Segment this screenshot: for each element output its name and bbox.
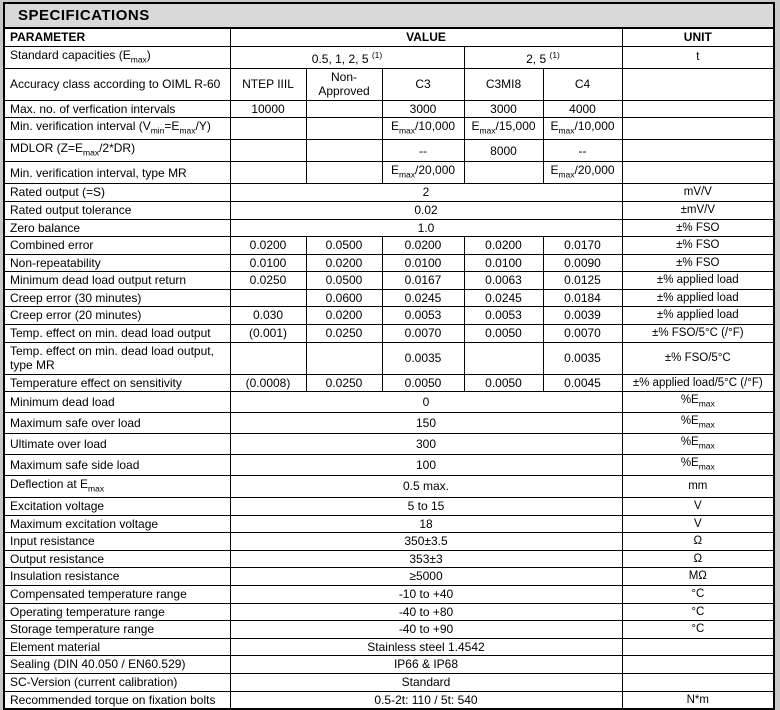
table-row (4, 184, 774, 202)
value-cell: 2 (230, 184, 622, 202)
table-row (4, 342, 774, 374)
table-row (4, 673, 774, 691)
value-cell: -40 to +80 (230, 603, 622, 621)
unit-cell: N*m (622, 691, 774, 709)
parameter-cell: SC-Version (current calibration) (4, 673, 230, 691)
unit-cell: ±% FSO/5°C (/°F) (622, 325, 774, 343)
table-row (4, 550, 774, 568)
value-cell: 0.5, 1, 2, 5 $^{(1)}$ (230, 46, 464, 68)
value-cell: 0.0184 (543, 289, 622, 307)
table-row (4, 413, 774, 434)
table-row (4, 497, 774, 515)
parameter-cell: Rated output tolerance (4, 201, 230, 219)
parameter-cell: Standard capacities $(E_{max})$ (4, 46, 230, 68)
parameter-cell: MDLOR $(Z=E_{max}/2*DR)$ (4, 140, 230, 162)
parameter-cell: Element material (4, 638, 230, 656)
parameter-cell: Input resistance (4, 533, 230, 551)
unit-cell: $\%E_{max}$ (622, 392, 774, 413)
unit-cell: ±mV/V (622, 201, 774, 219)
value-cell: 0.5-2t: 110 / 5t: 540 (230, 691, 622, 709)
value-cell: 353±3 (230, 550, 622, 568)
value-cell: 300 (230, 434, 622, 455)
value-cell: (0.0008) (230, 374, 306, 392)
value-cell (306, 342, 382, 374)
value-cell (464, 342, 543, 374)
value-cell: 2, 5 $^{(1)}$ (464, 46, 622, 68)
value-cell: 0.0070 (543, 325, 622, 343)
value-cell: 0.0245 (382, 289, 464, 307)
unit-cell: Ω (622, 550, 774, 568)
value-cell: $E_{max}/20,000$ (543, 162, 622, 184)
parameter-cell: Output resistance (4, 550, 230, 568)
parameter-cell: Max. no. of verfication intervals (4, 100, 230, 118)
value-cell (230, 162, 306, 184)
value-cell: 0.0100 (230, 254, 306, 272)
unit-cell (622, 162, 774, 184)
value-cell: 0.0035 (382, 342, 464, 374)
unit-cell: °C (622, 603, 774, 621)
parameter-cell: Temp. effect on min. dead load output (4, 325, 230, 343)
value-cell: 0.030 (230, 307, 306, 325)
parameter-cell: Combined error (4, 237, 230, 255)
table-row (4, 140, 774, 162)
value-cell: 0.0039 (543, 307, 622, 325)
value-cell (306, 162, 382, 184)
table-row (4, 272, 774, 290)
table-row (4, 455, 774, 476)
value-cell: 0.0250 (306, 325, 382, 343)
value-cell: 100 (230, 455, 622, 476)
value-cell: 0.0200 (230, 237, 306, 255)
value-cell (230, 140, 306, 162)
parameter-cell: Operating temperature range (4, 603, 230, 621)
table-row (4, 254, 774, 272)
unit-cell: ±% FSO (622, 237, 774, 255)
unit-cell: Ω (622, 533, 774, 551)
table-row (4, 68, 774, 100)
parameter-cell: Min. verification interval $(V_{min}=E_{max}/Y)$ (4, 118, 230, 140)
value-cell: -- (382, 140, 464, 162)
table-row (4, 638, 774, 656)
value-cell (306, 100, 382, 118)
value-cell: 0.0200 (382, 237, 464, 255)
value-cell: 0.0053 (382, 307, 464, 325)
unit-cell (622, 638, 774, 656)
column-header-unit: UNIT (622, 28, 774, 46)
value-cell: C3 (382, 68, 464, 100)
table-row (4, 307, 774, 325)
parameter-cell: Rated output (=S) (4, 184, 230, 202)
value-cell: ≥5000 (230, 568, 622, 586)
value-cell: 0.0250 (306, 374, 382, 392)
parameter-cell: Temperature effect on sensitivity (4, 374, 230, 392)
table-row (4, 603, 774, 621)
value-cell: 0.0035 (543, 342, 622, 374)
value-cell: 150 (230, 413, 622, 434)
parameter-cell: Compensated temperature range (4, 585, 230, 603)
parameter-cell: Creep error (20 minutes) (4, 307, 230, 325)
unit-cell (622, 673, 774, 691)
value-cell: 0.0050 (464, 325, 543, 343)
unit-cell: ±% applied load (622, 289, 774, 307)
value-cell: 4000 (543, 100, 622, 118)
value-cell: 0.0500 (306, 237, 382, 255)
table-row (4, 325, 774, 343)
parameter-cell: Temp. effect on min. dead load output, type MR (4, 342, 230, 374)
unit-cell (622, 656, 774, 674)
unit-cell: V (622, 497, 774, 515)
unit-cell: ±% applied load/5°C (/°F) (622, 374, 774, 392)
value-cell: 0.5 max. (230, 476, 622, 498)
value-cell: 0.0170 (543, 237, 622, 255)
parameter-cell: Non-repeatability (4, 254, 230, 272)
value-cell: (0.001) (230, 325, 306, 343)
table-row (4, 46, 774, 68)
value-cell (230, 289, 306, 307)
header-row (4, 28, 774, 46)
value-cell: 10000 (230, 100, 306, 118)
table-row (4, 515, 774, 533)
unit-cell (622, 68, 774, 100)
unit-cell (622, 118, 774, 140)
parameter-cell: Ultimate over load (4, 434, 230, 455)
table-row (4, 237, 774, 255)
value-cell: C3MI8 (464, 68, 543, 100)
specifications-table (3, 2, 775, 710)
table-row (4, 585, 774, 603)
parameter-cell: Recommended torque on fixation bolts (4, 691, 230, 709)
parameter-cell: Deflection at $E_{max}$ (4, 476, 230, 498)
table-row (4, 476, 774, 498)
table-row (4, 201, 774, 219)
spec-rows (4, 46, 774, 709)
table-row (4, 656, 774, 674)
parameter-cell: Sealing (DIN 40.050 / EN60.529) (4, 656, 230, 674)
value-cell: 3000 (464, 100, 543, 118)
unit-cell: mm (622, 476, 774, 498)
table-row (4, 691, 774, 709)
value-cell (306, 118, 382, 140)
value-cell: 8000 (464, 140, 543, 162)
parameter-cell: Zero balance (4, 219, 230, 237)
value-cell (230, 118, 306, 140)
unit-cell (622, 100, 774, 118)
column-header-parameter: PARAMETER (4, 28, 230, 46)
unit-cell: t (622, 46, 774, 68)
column-header-value: VALUE (230, 28, 622, 46)
table-row (4, 100, 774, 118)
value-cell: Standard (230, 673, 622, 691)
value-cell: 0.0200 (464, 237, 543, 255)
parameter-cell: Maximum excitation voltage (4, 515, 230, 533)
value-cell: 0.02 (230, 201, 622, 219)
unit-cell: $\%E_{max}$ (622, 434, 774, 455)
unit-cell: °C (622, 585, 774, 603)
value-cell: 0.0045 (543, 374, 622, 392)
unit-cell: V (622, 515, 774, 533)
value-cell: 0.0100 (382, 254, 464, 272)
parameter-cell: Minimum dead load output return (4, 272, 230, 290)
value-cell: 18 (230, 515, 622, 533)
parameter-cell: Insulation resistance (4, 568, 230, 586)
table-row (4, 621, 774, 639)
unit-cell: ±% applied load (622, 272, 774, 290)
value-cell (306, 140, 382, 162)
parameter-cell: Accuracy class according to OIML R-60 (4, 68, 230, 100)
value-cell: 0.0053 (464, 307, 543, 325)
parameter-cell: Maximum safe over load (4, 413, 230, 434)
value-cell: $E_{max}/10,000$ (382, 118, 464, 140)
value-cell: 350±3.5 (230, 533, 622, 551)
value-cell: 0 (230, 392, 622, 413)
value-cell: 0.0600 (306, 289, 382, 307)
value-cell: 0.0050 (382, 374, 464, 392)
value-cell: 0.0167 (382, 272, 464, 290)
value-cell: Non-Approved (306, 68, 382, 100)
value-cell (464, 162, 543, 184)
table-row (4, 219, 774, 237)
title-row (4, 3, 774, 28)
value-cell: 0.0090 (543, 254, 622, 272)
value-cell: 3000 (382, 100, 464, 118)
parameter-cell: Excitation voltage (4, 497, 230, 515)
value-cell: 5 to 15 (230, 497, 622, 515)
unit-cell: ±% FSO (622, 254, 774, 272)
unit-cell: MΩ (622, 568, 774, 586)
value-cell: -10 to +40 (230, 585, 622, 603)
parameter-cell: Min. verification interval, type MR (4, 162, 230, 184)
value-cell: C4 (543, 68, 622, 100)
table-row (4, 374, 774, 392)
value-cell: 0.0100 (464, 254, 543, 272)
parameter-cell: Minimum dead load (4, 392, 230, 413)
value-cell: $E_{max}/10,000$ (543, 118, 622, 140)
value-cell: 0.0200 (306, 307, 382, 325)
unit-cell: ±% applied load (622, 307, 774, 325)
unit-cell: ±% FSO/5°C (622, 342, 774, 374)
value-cell: 0.0250 (230, 272, 306, 290)
unit-cell: °C (622, 621, 774, 639)
value-cell: NTEP IIIL (230, 68, 306, 100)
value-cell: 0.0063 (464, 272, 543, 290)
table-row (4, 289, 774, 307)
parameter-cell: Creep error (30 minutes) (4, 289, 230, 307)
parameter-cell: Maximum safe side load (4, 455, 230, 476)
value-cell: $E_{max}/15,000$ (464, 118, 543, 140)
value-cell: -40 to +90 (230, 621, 622, 639)
unit-cell (622, 140, 774, 162)
unit-cell: $\%E_{max}$ (622, 455, 774, 476)
value-cell: 0.0125 (543, 272, 622, 290)
table-row (4, 162, 774, 184)
value-cell: 0.0200 (306, 254, 382, 272)
table-row (4, 434, 774, 455)
value-cell: $E_{max}/20,000$ (382, 162, 464, 184)
value-cell: -- (543, 140, 622, 162)
value-cell: 0.0500 (306, 272, 382, 290)
value-cell: 0.0050 (464, 374, 543, 392)
table-row (4, 118, 774, 140)
unit-cell: ±% FSO (622, 219, 774, 237)
value-cell: 0.0245 (464, 289, 543, 307)
table-row (4, 533, 774, 551)
value-cell: IP66 & IP68 (230, 656, 622, 674)
parameter-cell: Storage temperature range (4, 621, 230, 639)
value-cell: 1.0 (230, 219, 622, 237)
unit-cell: mV/V (622, 184, 774, 202)
value-cell: 0.0070 (382, 325, 464, 343)
table-row (4, 392, 774, 413)
table-row (4, 568, 774, 586)
value-cell: Stainless steel 1.4542 (230, 638, 622, 656)
table-title: SPECIFICATIONS (4, 3, 774, 28)
unit-cell: $\%E_{max}$ (622, 413, 774, 434)
value-cell (230, 342, 306, 374)
